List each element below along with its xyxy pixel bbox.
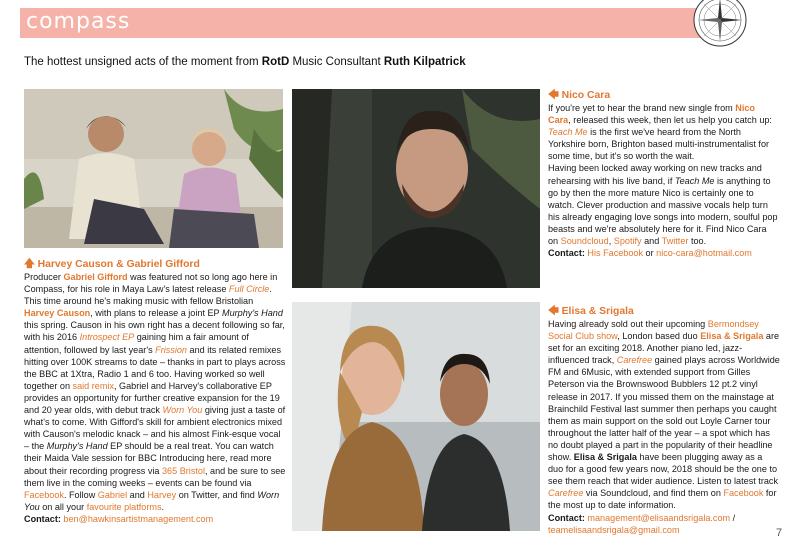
link-carefree[interactable]: Carefree xyxy=(616,355,653,366)
section-title: compass xyxy=(26,9,131,34)
arrow-up-icon: 🡅 xyxy=(24,259,35,270)
contact-email-link[interactable]: ben@hawkinsartistmanagement.com xyxy=(63,513,214,524)
photo-nico-cara xyxy=(292,89,540,288)
contact-email-link[interactable]: nico-cara@hotmail.com xyxy=(656,248,752,259)
link-harvey-twitter[interactable]: Harvey xyxy=(147,489,177,500)
page-number: 7 xyxy=(776,527,783,539)
article-nico-cara xyxy=(548,89,778,259)
arrow-left-icon: 🡄 xyxy=(548,306,559,317)
article-contact: Contact: management@elisaandsrigala.com / teamelisaandsrigala@gmail.com xyxy=(548,512,736,535)
link-favourite-platforms[interactable]: favourite platforms xyxy=(86,501,162,512)
compass-icon xyxy=(690,0,750,50)
link-said-remix[interactable]: said remix xyxy=(72,380,114,391)
article-contact: Contact: ben@hawkinsartistmanagement.com xyxy=(24,513,214,524)
link-carefree-2[interactable]: Carefree xyxy=(548,488,584,499)
link-twitter[interactable]: Twitter xyxy=(661,236,689,247)
article-body-2: Having been locked away working on new tracks and rehearsing with his live band, if Teach Me is anything to go by then the more mature Nico is certainly one to watch. Clever production and massive vocals help turn his already engaging love songs into modern, soulful pop beasts and we're absolutely here for it. Find Nico Cara on Soundcloud, Spotify and Twitter too. xyxy=(548,163,778,247)
section-banner xyxy=(20,8,740,38)
link-facebook[interactable]: Facebook xyxy=(723,488,764,499)
contact-email-link[interactable]: management@elisaandsrigala.com xyxy=(587,512,731,523)
intro-org: RotD xyxy=(261,56,290,68)
article-harvey-gabriel xyxy=(24,258,286,525)
link-teach-me[interactable]: Teach Me xyxy=(548,127,588,138)
article-body: If you're yet to hear the brand new single from Nico Cara, released this week, then let us help you catch up: Teach Me is the first we've heard from the North Yorkshire born, Brighton based multi-instrumentalist for some time, but it's so worth the wait. xyxy=(548,103,772,162)
link-frission[interactable]: Frission xyxy=(155,344,187,355)
article-contact: Contact: His Facebook or nico-cara@hotmail.com xyxy=(548,248,752,259)
link-gabriel-gifford[interactable]: Gabriel Gifford xyxy=(63,272,128,282)
link-soundcloud[interactable]: Soundcloud xyxy=(560,236,609,247)
contact-email-link-2[interactable]: teamelisaandsrigala@gmail.com xyxy=(548,524,680,535)
intro-name: Ruth Kilpatrick xyxy=(383,56,466,68)
link-bermondsey-show[interactable]: Bermondsey Social Club show xyxy=(548,319,759,342)
article-elisa-srigala xyxy=(548,305,780,536)
link-nico-cara[interactable]: Nico Cara xyxy=(548,103,755,126)
link-elisa-srigala[interactable]: Elisa & Srigala xyxy=(700,331,764,342)
article-title: 🡄 Nico Cara xyxy=(548,90,611,101)
link-gabriel-twitter[interactable]: Gabriel xyxy=(97,489,128,500)
link-full-circle[interactable]: Full Circle xyxy=(228,284,270,295)
article-title: 🡅 Harvey Causon & Gabriel Gifford xyxy=(24,259,200,270)
link-worn-you[interactable]: Worn You xyxy=(162,405,203,416)
link-facebook[interactable]: Facebook xyxy=(24,489,64,500)
contact-facebook-link[interactable]: His Facebook xyxy=(587,248,644,259)
photo-harvey-gabriel xyxy=(24,89,283,248)
link-introspect-ep[interactable]: Introspect EP xyxy=(79,332,135,343)
link-harvey-causon[interactable]: Harvey Causon xyxy=(24,308,91,319)
arrow-left-icon: 🡄 xyxy=(548,90,559,101)
photo-elisa-srigala xyxy=(292,302,540,531)
article-body: Producer Gabriel Gifford was featured not so long ago here in Compass, for his role in Maya Law's latest release Full Circle. This time around he's making music with fellow Bristolian Harvey Causon, with plans to release a joint EP Murphy's Hand this spring. Causon in his own right has a decent following so far, with his 2016 Introspect EP gaining him a fair amount of attention, followed by last year's Frission and its related remixes hitting over 100K streams to date – thanks in part to plays across the BBC at 1Xtra, Radio 1 and 6 too. Having worked so well together on said remix, Gabriel and Harvey's collaborative EP provides an opportunity for further creative expansion for the 19 and 20 year olds, with debut track Worn You giving just a taste of what's to come. With Gifford's skill for ambient electronics mixed with Causon's melodic knack – and his almost Fink-esque vocal – the Murphy's Hand EP should be a real treat. You can watch their Maida Vale session for BBC Introducing here, read more about their recording progress via 365 Bristol, and be sure to see them live in the coming weeks – events can be found via Facebook. Follow Gabriel and Harvey on Twitter, and find Worn You on all your favourite platforms. xyxy=(24,272,286,512)
article-body: Having already sold out their upcoming Bermondsey Social Club show, London based duo Elisa & Srigala are set for an exciting 2018. Another piano led, jazz-influenced track, Carefree gained plays across Worldwide FM and 6Music, with extended support from Gilles Peterson via the Brownswood Bubblers 12 pt.2 vinyl release in 2017. If you missed them on the mainstage at Brainchild Festival last summer then perhaps you caught them as main support on the sold out Loyle Carner tour throughout the latter half of the year – a spot which has no doubt played a part in the popularity of their headline show. Elisa & Srigala have been plugging away as a duo for a good few years now, 2018 should be the one to see them reach that wider audience. Listen to latest track Carefree via Soundcloud, and find them on Facebook for the most up to date information. xyxy=(548,319,780,511)
link-spotify[interactable]: Spotify xyxy=(613,236,642,247)
intro-line: The hottest unsigned acts of the moment from RotD Music Consultant Ruth Kilpatrick xyxy=(24,56,466,68)
article-title: 🡄 Elisa & Srigala xyxy=(548,306,634,317)
link-365-bristol[interactable]: 365 Bristol xyxy=(162,465,205,476)
